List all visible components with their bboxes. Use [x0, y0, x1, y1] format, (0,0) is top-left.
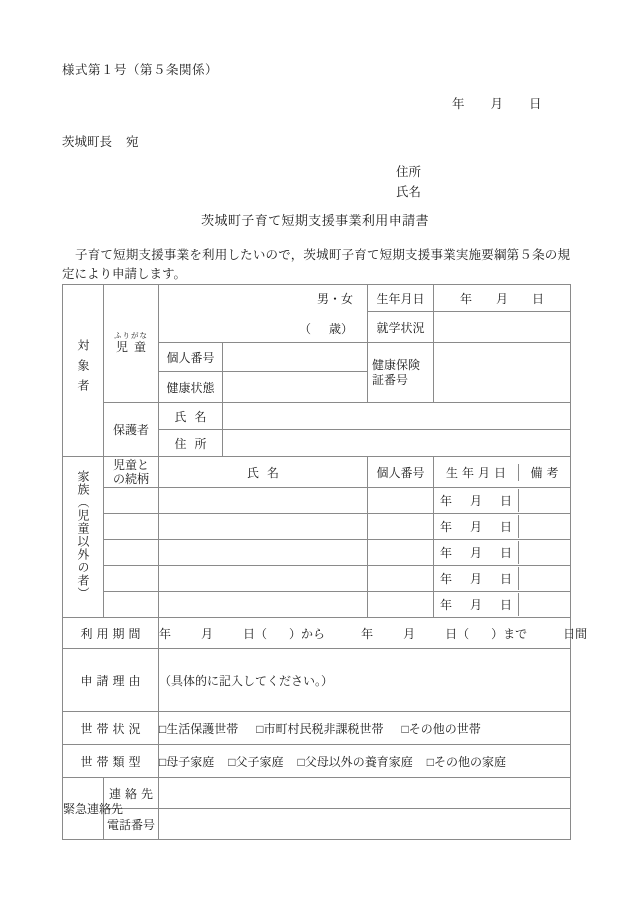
- school-status-label: 就学状況: [376, 320, 425, 335]
- family-relation-input-cell[interactable]: [104, 592, 159, 618]
- emergency-label-cell: [63, 778, 124, 840]
- birth-date-label: 生年月日: [376, 291, 425, 306]
- family-remarks-input-cell[interactable]: [519, 489, 571, 512]
- table-row-child-name: [63, 285, 571, 312]
- period-label: 利用期間: [80, 626, 145, 641]
- household-type-label-cell: [63, 745, 159, 778]
- period-days-label: 日間: [563, 626, 588, 641]
- applicant-name-label: 氏名: [396, 185, 422, 199]
- family-row-year: 年: [439, 520, 452, 534]
- table-row-emergency-contact: [63, 778, 571, 809]
- applicant-address-label: 住所: [396, 165, 422, 179]
- family-name-input-cell[interactable]: [159, 566, 368, 592]
- family-side-label-cell: [63, 457, 104, 618]
- family-birth-remarks-cell[interactable]: [434, 514, 571, 540]
- family-birth-input-cell[interactable]: [434, 515, 519, 538]
- table-row-period: [63, 618, 571, 649]
- family-my-number-label-cell: [368, 457, 434, 488]
- family-remarks-label: 備考: [530, 465, 563, 480]
- period-day-open-to: 日（: [445, 626, 470, 641]
- table-row: [63, 488, 571, 514]
- family-row-month: 月: [469, 520, 482, 534]
- checkbox-fushi-katei[interactable]: □父子家庭: [228, 754, 284, 769]
- insurance-number-input-cell[interactable]: [434, 343, 571, 403]
- household-status-options-cell[interactable]: [159, 712, 571, 745]
- family-birth-remarks-cell[interactable]: [434, 488, 571, 514]
- household-type-options-cell[interactable]: [159, 745, 571, 778]
- table-row: [63, 514, 571, 540]
- emergency-phone-input-cell[interactable]: [159, 809, 571, 840]
- family-relation-input-cell[interactable]: [104, 488, 159, 514]
- family-birth-remarks-cell[interactable]: [434, 540, 571, 566]
- birth-date-label-cell: [368, 285, 434, 312]
- guardian-address-input-cell[interactable]: [223, 430, 571, 457]
- checkbox-boshi-katei[interactable]: □母子家庭: [159, 754, 215, 769]
- family-name-input-cell[interactable]: [159, 592, 368, 618]
- birth-year-label: 年: [459, 291, 472, 306]
- form-number: 様式第１号（第５条関係）: [62, 63, 219, 77]
- table-row-household-status: [63, 712, 571, 745]
- page-title: 茨城町子育て短期支援事業利用申請書: [201, 213, 429, 228]
- table-row-family-header: [63, 457, 571, 488]
- table-row-household-type: [63, 745, 571, 778]
- child-my-number-label-cell: [159, 343, 223, 372]
- guardian-name-label-cell: [159, 403, 223, 430]
- subject-side-label: 対象者: [76, 338, 90, 399]
- family-relation-input-cell[interactable]: [104, 514, 159, 540]
- family-name-input-cell[interactable]: [159, 540, 368, 566]
- family-row-day: 日: [500, 494, 513, 508]
- health-state-label: 健康状態: [166, 380, 215, 395]
- family-my-number-input-cell[interactable]: [368, 566, 434, 592]
- family-row-year: 年: [439, 546, 452, 560]
- family-birth-input-cell[interactable]: [434, 593, 519, 616]
- health-state-input-cell[interactable]: [223, 372, 368, 403]
- household-status-label-cell: [63, 712, 159, 745]
- family-my-number-label: 個人番号: [376, 465, 425, 480]
- family-relation-label-line1: 児童と: [112, 458, 149, 472]
- family-birth-input-cell[interactable]: [434, 541, 519, 564]
- applicant-block: [396, 162, 421, 202]
- date-day-label: 日: [529, 97, 542, 111]
- insurance-label-line2: 証番号: [372, 372, 409, 387]
- emergency-contact-label: 連絡先: [108, 786, 157, 801]
- guardian-address-label: 住所: [174, 436, 215, 451]
- period-label-cell: [63, 618, 159, 649]
- family-side-label: 家族（児童以外の者）: [76, 470, 90, 600]
- family-remarks-label-cell: [519, 464, 571, 481]
- date-month-label: 月: [490, 97, 504, 111]
- period-year-to: 年: [361, 626, 374, 641]
- reason-hint: （具体的に記入してください。）: [159, 673, 334, 688]
- household-status-label: 世帯状況: [80, 721, 145, 736]
- reason-input-cell[interactable]: [159, 649, 571, 712]
- family-remarks-input-cell[interactable]: [519, 515, 571, 538]
- period-day-close-from: ）から: [289, 626, 326, 641]
- family-my-number-input-cell[interactable]: [368, 514, 434, 540]
- insurance-label-line1: 健康保険: [372, 357, 421, 372]
- checkbox-fubo-igai-katei[interactable]: □父母以外の養育家庭: [297, 754, 413, 769]
- addressee-name: 茨城町長: [62, 135, 113, 149]
- family-row-month: 月: [469, 598, 482, 612]
- family-name-input-cell[interactable]: [159, 514, 368, 540]
- family-birth-remarks-cell[interactable]: [434, 566, 571, 592]
- age-field[interactable]: [299, 320, 353, 337]
- family-remarks-input-cell[interactable]: [519, 541, 571, 564]
- family-remarks-input-cell[interactable]: [519, 593, 571, 616]
- health-state-label-cell: [159, 372, 223, 403]
- insurance-label-cell: [368, 343, 434, 403]
- family-row-day: 日: [500, 520, 513, 534]
- family-birth-label: 生年月日: [445, 465, 510, 480]
- family-row-month: 月: [469, 494, 482, 508]
- family-my-number-input-cell[interactable]: [368, 540, 434, 566]
- subject-side-label-cell: [63, 285, 104, 457]
- family-row-day: 日: [500, 572, 513, 586]
- date-year-label: 年: [452, 97, 465, 111]
- family-row-month: 月: [469, 546, 482, 560]
- guardian-address-label-cell: [159, 430, 223, 457]
- reason-label: 申請理由: [80, 673, 145, 688]
- emergency-label: 緊急連絡先: [63, 802, 124, 816]
- family-name-input-cell[interactable]: [159, 488, 368, 514]
- child-birth-date-cell[interactable]: [434, 285, 571, 312]
- household-type-label: 世帯類型: [80, 754, 145, 769]
- guardian-name-label: 氏名: [174, 409, 215, 424]
- table-row: [63, 566, 571, 592]
- addressee: [62, 132, 139, 150]
- period-day-close-to: ）まで: [491, 626, 528, 641]
- emergency-phone-label: 電話番号: [106, 817, 155, 832]
- family-my-number-input-cell[interactable]: [368, 488, 434, 514]
- sex-selection[interactable]: 男・女: [316, 292, 353, 306]
- school-status-label-cell: [368, 312, 434, 343]
- birth-month-label: 月: [495, 291, 508, 306]
- family-birth-input-cell[interactable]: [434, 567, 519, 590]
- child-my-number-label: 個人番号: [166, 350, 215, 365]
- table-row: [63, 592, 571, 618]
- guardian-name-input-cell[interactable]: [223, 403, 571, 430]
- period-year-from: 年: [159, 626, 172, 641]
- period-month-from: 月: [201, 626, 214, 641]
- family-name-label-cell: [159, 457, 368, 488]
- age-label: 歳）: [328, 322, 353, 336]
- family-row-year: 年: [439, 598, 452, 612]
- checkbox-sonota-setai[interactable]: □その他の世帯: [401, 721, 481, 736]
- family-relation-input-cell[interactable]: [104, 540, 159, 566]
- application-table: [62, 284, 588, 840]
- family-relation-label-line2: の続柄: [112, 472, 149, 486]
- reason-label-cell: [63, 649, 159, 712]
- period-day-open-from: 日（: [243, 626, 268, 641]
- child-label: 児童: [115, 339, 152, 354]
- checkbox-sonota-katei[interactable]: □その他の家庭: [426, 754, 506, 769]
- table-row-emergency-phone: [63, 809, 571, 840]
- child-label-cell: [104, 285, 159, 403]
- table-row-guardian-name: [63, 403, 571, 430]
- family-row-year: 年: [439, 494, 452, 508]
- family-name-label: 氏名: [246, 465, 287, 480]
- family-remarks-input-cell[interactable]: [519, 567, 571, 590]
- birth-day-label: 日: [532, 291, 545, 306]
- family-birth-remarks-label-cell: [434, 457, 571, 488]
- family-birth-remarks-cell[interactable]: [434, 592, 571, 618]
- age-open-paren: （: [298, 322, 311, 336]
- guardian-label-cell: [104, 403, 159, 457]
- school-status-input-cell[interactable]: [434, 312, 571, 343]
- checkbox-hikazei[interactable]: □市町村民税非課税世帯: [256, 721, 384, 736]
- checkbox-seikatsu-hogo[interactable]: □生活保護世帯: [159, 721, 239, 736]
- family-birth-label-cell: [434, 464, 519, 481]
- family-row-day: 日: [500, 546, 513, 560]
- family-row-year: 年: [439, 572, 452, 586]
- family-relation-label-cell: [104, 457, 159, 488]
- family-relation-input-cell[interactable]: [104, 566, 159, 592]
- emergency-contact-input-cell[interactable]: [159, 778, 571, 809]
- table-row-reason: [63, 649, 571, 712]
- addressee-suffix: 宛: [126, 135, 139, 149]
- child-my-number-input-cell[interactable]: [223, 343, 368, 372]
- family-row-day: 日: [500, 598, 513, 612]
- family-birth-input-cell[interactable]: [434, 489, 519, 512]
- guardian-label: 保護者: [112, 423, 149, 437]
- period-input-cell[interactable]: [159, 618, 588, 649]
- table-row: [63, 540, 571, 566]
- child-ruby-label: ふりがな: [114, 331, 148, 341]
- intro-paragraph: 子育て短期支援事業を利用したいので，茨城町子育て短期支援事業実施要綱第５条の規定により申請します。: [62, 248, 570, 281]
- family-my-number-input-cell[interactable]: [368, 592, 434, 618]
- date-line: [452, 94, 542, 112]
- family-row-month: 月: [469, 572, 482, 586]
- child-name-input-cell[interactable]: [159, 285, 368, 343]
- period-month-to: 月: [403, 626, 416, 641]
